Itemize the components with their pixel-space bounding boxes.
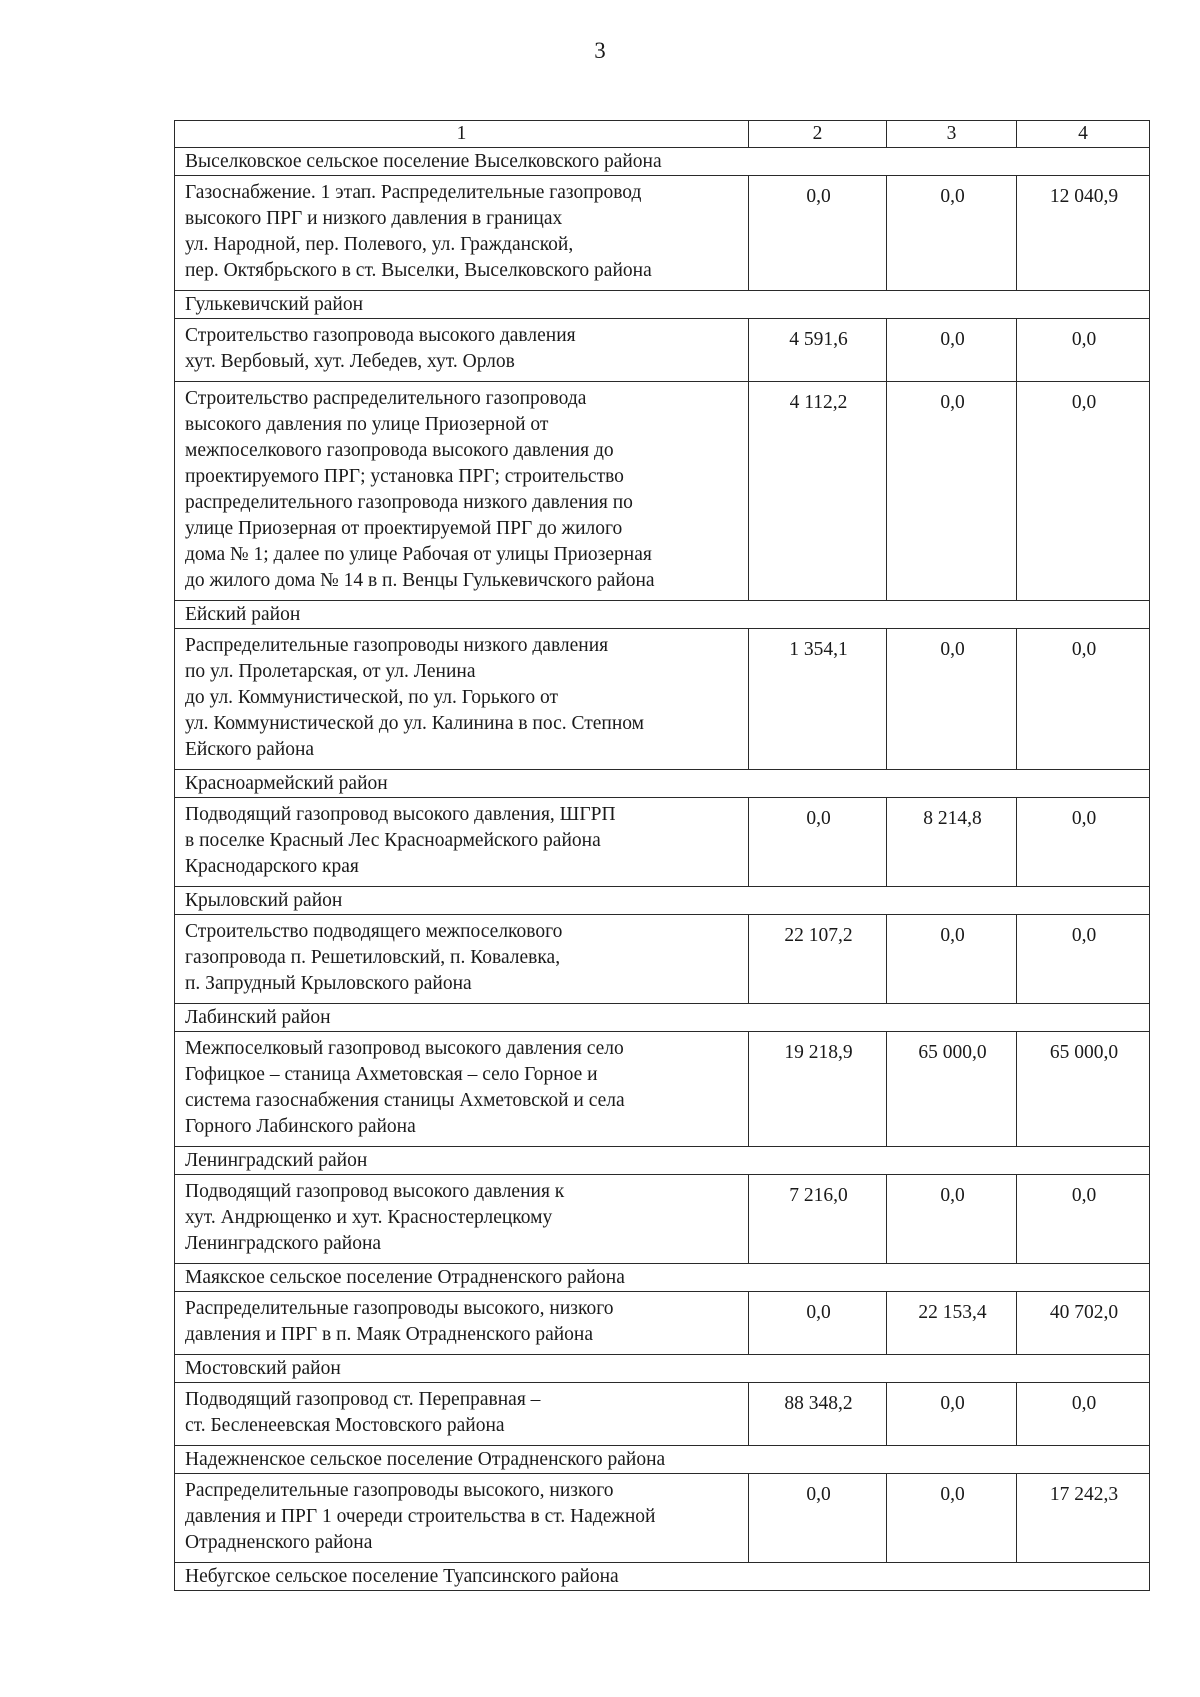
object-name-line: Краснодарского края [185, 856, 359, 877]
object-name-line: Подводящий газопровод высокого давления к [185, 1181, 565, 1202]
object-name-line: хут. Вербовый, хут. Лебедев, хут. Орлов [185, 351, 515, 372]
table-row [175, 798, 1150, 887]
object-name-line: Строительство газопровода высокого давления [185, 325, 576, 346]
section-title: Ленинградский район [175, 1147, 1150, 1175]
section-row [175, 1446, 1150, 1474]
object-name-cell [175, 382, 749, 601]
value-cell-col-3: 8 214,8 [887, 798, 1017, 887]
section-row [175, 887, 1150, 915]
value-cell-col-4: 65 000,0 [1017, 1032, 1150, 1147]
object-name-cell [175, 798, 749, 887]
value-cell-col-2: 88 348,2 [749, 1383, 887, 1446]
object-name-line: Отрадненского района [185, 1532, 373, 1553]
object-name-line: система газоснабжения станицы Ахметовской и села [185, 1090, 625, 1111]
object-name-line: в поселке Красный Лес Красноармейского района [185, 830, 601, 851]
object-name-line: Ейского района [185, 739, 315, 760]
section-title: Ейский район [175, 601, 1150, 629]
value-cell-col-4: 0,0 [1017, 1383, 1150, 1446]
table-row [175, 915, 1150, 1004]
object-name-line: Строительство распределительного газопровода [185, 388, 587, 409]
section-title: Гулькевичский район [175, 291, 1150, 319]
object-name-cell [175, 1474, 749, 1563]
object-name-line: давления и ПРГ в п. Маяк Отрадненского района [185, 1324, 593, 1345]
value-cell-col-3: 0,0 [887, 319, 1017, 382]
object-name-line: высокого ПРГ и низкого давления в границах [185, 208, 563, 229]
value-cell-col-4: 17 242,3 [1017, 1474, 1150, 1563]
table-header-row [175, 121, 1150, 148]
object-name-cell [175, 176, 749, 291]
value-cell-col-2: 0,0 [749, 1292, 887, 1355]
table-row [175, 382, 1150, 601]
object-name-line: Межпоселковый газопровод высокого давления село [185, 1038, 624, 1059]
object-name-cell [175, 1032, 749, 1147]
section-row [175, 1563, 1150, 1591]
object-name-line: проектируемого ПРГ; установка ПРГ; строительство [185, 466, 624, 487]
object-name-line: высокого давления по улице Приозерной от [185, 414, 549, 435]
value-cell-col-2: 4 591,6 [749, 319, 887, 382]
section-title: Небугское сельское поселение Туапсинского района [175, 1563, 1150, 1591]
table-row [175, 629, 1150, 770]
object-name-line: Подводящий газопровод ст. Переправная – [185, 1389, 541, 1410]
value-cell-col-4: 0,0 [1017, 382, 1150, 601]
value-cell-col-4: 0,0 [1017, 1175, 1150, 1264]
value-cell-col-3: 0,0 [887, 629, 1017, 770]
object-name-line: Гофицкое – станица Ахметовская – село Горное и [185, 1064, 598, 1085]
object-name-line: распределительного газопровода низкого давления по [185, 492, 633, 513]
section-title: Красноармейский район [175, 770, 1150, 798]
value-cell-col-4: 40 702,0 [1017, 1292, 1150, 1355]
object-name-line: давления и ПРГ 1 очереди строительства в ст. Надежной [185, 1506, 656, 1527]
object-name-line: ст. Бесленеевская Мостовского района [185, 1415, 505, 1436]
object-name-cell [175, 629, 749, 770]
value-cell-col-2: 7 216,0 [749, 1175, 887, 1264]
value-cell-col-3: 0,0 [887, 382, 1017, 601]
value-cell-col-2: 1 354,1 [749, 629, 887, 770]
table-row [175, 176, 1150, 291]
value-cell-col-2: 0,0 [749, 176, 887, 291]
section-row [175, 1264, 1150, 1292]
object-name-line: Строительство подводящего межпоселкового [185, 921, 563, 942]
object-name-line: Распределительные газопроводы высокого, низкого [185, 1298, 614, 1319]
section-row [175, 1004, 1150, 1032]
object-name-line: пер. Октябрьского в ст. Выселки, Выселковского района [185, 260, 652, 281]
section-title: Лабинский район [175, 1004, 1150, 1032]
object-name-line: п. Запрудный Крыловского района [185, 973, 472, 994]
section-title: Надежненское сельское поселение Отрадненского района [175, 1446, 1150, 1474]
column-header-1: 1 [175, 121, 749, 148]
object-name-line: по ул. Пролетарская, от ул. Ленина [185, 661, 476, 682]
table-row [175, 1474, 1150, 1563]
value-cell-col-3: 0,0 [887, 176, 1017, 291]
object-name-cell [175, 1175, 749, 1264]
object-name-line: дома № 1; далее по улице Рабочая от улицы Приозерная [185, 544, 652, 565]
object-name-cell [175, 319, 749, 382]
value-cell-col-2: 0,0 [749, 798, 887, 887]
object-name-line: газопровода п. Решетиловский, п. Ковалевка, [185, 947, 561, 968]
object-name-line: улице Приозерная от проектируемой ПРГ до жилого [185, 518, 623, 539]
section-row [175, 770, 1150, 798]
value-cell-col-2: 22 107,2 [749, 915, 887, 1004]
column-header-3: 3 [887, 121, 1017, 148]
object-name-line: ул. Коммунистической до ул. Калинина в пос. Степном [185, 713, 645, 734]
section-title: Крыловский район [175, 887, 1150, 915]
column-header-4: 4 [1017, 121, 1150, 148]
section-row [175, 1355, 1150, 1383]
value-cell-col-3: 0,0 [887, 1383, 1017, 1446]
table-row [175, 1292, 1150, 1355]
object-name-cell [175, 915, 749, 1004]
section-row [175, 148, 1150, 176]
value-cell-col-4: 0,0 [1017, 319, 1150, 382]
object-name-line: ул. Народной, пер. Полевого, ул. Гражданской, [185, 234, 574, 255]
value-cell-col-2: 0,0 [749, 1474, 887, 1563]
value-cell-col-4: 0,0 [1017, 629, 1150, 770]
page-number: 3 [594, 38, 606, 63]
table-row [175, 319, 1150, 382]
object-name-line: до жилого дома № 14 в п. Венцы Гулькевичского района [185, 570, 655, 591]
object-name-line: хут. Андрющенко и хут. Красностерлецкому [185, 1207, 553, 1228]
table-body [175, 121, 1150, 1591]
section-title: Маякское сельское поселение Отрадненского района [175, 1264, 1150, 1292]
object-name-line: Газоснабжение. 1 этап. Распределительные газопровод [185, 182, 642, 203]
section-row [175, 291, 1150, 319]
object-name-line: Распределительные газопроводы низкого давления [185, 635, 609, 656]
object-name-line: Подводящий газопровод высокого давления, ШГРП [185, 804, 616, 825]
object-name-line: до ул. Коммунистической, по ул. Горького от [185, 687, 559, 708]
value-cell-col-2: 4 112,2 [749, 382, 887, 601]
object-name-line: Горного Лабинского района [185, 1116, 416, 1137]
section-row [175, 601, 1150, 629]
table-row [175, 1032, 1150, 1147]
object-name-cell [175, 1383, 749, 1446]
table-row [175, 1175, 1150, 1264]
section-title: Мостовский район [175, 1355, 1150, 1383]
funding-table [174, 120, 1150, 1591]
object-name-cell [175, 1292, 749, 1355]
object-name-line: Распределительные газопроводы высокого, низкого [185, 1480, 614, 1501]
value-cell-col-3: 0,0 [887, 1175, 1017, 1264]
value-cell-col-4: 12 040,9 [1017, 176, 1150, 291]
value-cell-col-4: 0,0 [1017, 915, 1150, 1004]
value-cell-col-3: 0,0 [887, 915, 1017, 1004]
object-name-line: Ленинградского района [185, 1233, 382, 1254]
section-title: Выселковское сельское поселение Выселковского района [175, 148, 1150, 176]
value-cell-col-3: 0,0 [887, 1474, 1017, 1563]
object-name-line: межпоселкового газопровода высокого давления до [185, 440, 614, 461]
value-cell-col-2: 19 218,9 [749, 1032, 887, 1147]
value-cell-col-3: 65 000,0 [887, 1032, 1017, 1147]
value-cell-col-3: 22 153,4 [887, 1292, 1017, 1355]
value-cell-col-4: 0,0 [1017, 798, 1150, 887]
column-header-2: 2 [749, 121, 887, 148]
table-row [175, 1383, 1150, 1446]
section-row [175, 1147, 1150, 1175]
